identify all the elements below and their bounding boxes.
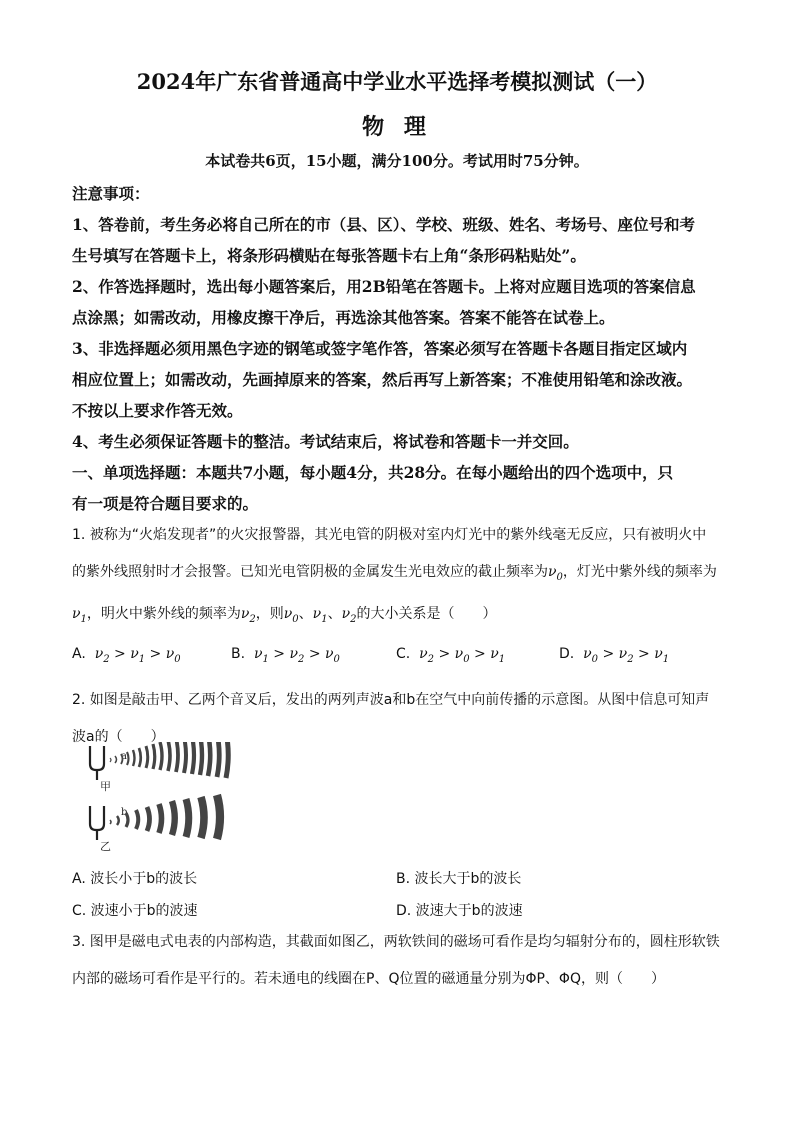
exam-info: 本试卷共6页，15小题，满分100分。考试用时75分钟。 (205, 152, 589, 170)
notice-item-1-line-1: 1、答卷前，考生务必将自己所在的市（县、区）、学校、班级、姓名、考场号、座位号和考 (72, 215, 696, 234)
q1-line-1: 1. 被称为“火焰发现者”的火灾报警器，其光电管的阴极对室内灯光中的紫外线毫无反应，只有被明火中 (72, 527, 707, 543)
section-heading-line-2: 有一项是符合题目要求的。 (72, 494, 259, 513)
notice-item-2-line-2: 点涂黑；如需改动，用橡皮擦干净后，再选涂其他答案。答案不能答在试卷上。 (72, 308, 615, 327)
tuning-fork-yi-icon (90, 806, 104, 840)
question-3 (72, 924, 728, 998)
q2-option-b[interactable]: B. 波长大于b的波长 (396, 871, 522, 887)
section-heading-line-1: 一、单项选择题：本题共7小题，每小题4分，共28分。在每小题给出的四个选项中，只 (72, 463, 674, 482)
wave-b-icon (110, 795, 220, 839)
notice-block (72, 178, 728, 519)
q2-option-a[interactable]: A. 波长小于b的波长 (72, 871, 198, 887)
fig-label-a: a (121, 751, 127, 762)
q1-options (72, 646, 728, 666)
fig-label-jia: 甲 (100, 780, 111, 793)
fig-label-b: b (121, 807, 128, 818)
subject-title: 物 理 (362, 114, 432, 140)
q2-option-d[interactable]: D. 波速大于b的波速 (396, 903, 523, 919)
q1-line-3: $\nu_1$，明火中紫外线的频率为$\nu_2$，则$\nu_0$、$\nu_1$、$\nu_2$的大小关系是（ ） (72, 605, 497, 625)
q2-line-2: 波a的（ ） (72, 729, 165, 745)
exam-title: 2024年广东省普通高中学业水平选择考模拟测试（一） (136, 69, 658, 94)
wave-a-icon (110, 742, 228, 778)
q2-options-row-1 (72, 868, 728, 888)
q1-option-a[interactable]: A. $\nu_2 > \nu_1 > \nu_0$ (72, 646, 181, 665)
notice-item-4-line-1: 4、考生必须保证答题卡的整洁。考试结束后，将试卷和答题卡一并交回。 (72, 432, 579, 451)
q2-option-c[interactable]: C. 波速小于b的波速 (72, 903, 198, 919)
sound-wave-figure (84, 742, 244, 854)
q2-line-1: 2. 如图是敲击甲、乙两个音叉后，发出的两列声波a和b在空气中向前传播的示意图。从图中信息可知声 (72, 692, 710, 708)
notice-heading: 注意事项： (72, 184, 150, 203)
q1-option-c[interactable]: C. $\nu_2 > \nu_0 > \nu_1$ (396, 646, 506, 665)
q1-line-2: 的紫外线照射时才会报警。已知光电管阴极的金属发生光电效应的截止频率为$\nu_0$，灯光中紫外线的频率为 (72, 564, 717, 583)
fig-label-yi: 乙 (100, 840, 111, 853)
q1-option-d[interactable]: D. $\nu_0 > \nu_2 > \nu_1$ (559, 646, 670, 665)
notice-item-2-line-1: 2、作答选择题时，选出每小题答案后，用2B铅笔在答题卡。上将对应题目选项的答案信息 (72, 277, 696, 296)
q1-option-b[interactable]: B. $\nu_1 > \nu_2 > \nu_0$ (231, 646, 340, 665)
q2-options-row-2 (72, 900, 728, 920)
notice-item-3-line-2: 相应位置上；如需改动，先画掉原来的答案，然后再写上新答案；不准使用铅笔和涂改液。 (72, 370, 693, 389)
tuning-fork-jia-icon (90, 746, 104, 780)
notice-item-3-line-1: 3、非选择题必须用黑色字迹的钢笔或签字笔作答，答案必须写在答题卡各题目指定区域内 (72, 339, 688, 358)
question-1 (72, 517, 728, 638)
notice-item-3-line-3: 不按以上要求作答无效。 (72, 401, 243, 420)
notice-item-1-line-2: 生号填写在答题卡上，将条形码横贴在每张答题卡右上角“条形码粘贴处”。 (72, 246, 586, 265)
q3-line-2: 内部的磁场可看作是平行的。若未通电的线圈在P、Q位置的磁通量分别为ΦP、ΦQ，则（ ） (72, 971, 665, 987)
q3-line-1: 3. 图甲是磁电式电表的内部构造，其截面如图乙，两软铁间的磁场可看作是均匀辐射分布的，圆柱形软铁 (72, 934, 720, 950)
